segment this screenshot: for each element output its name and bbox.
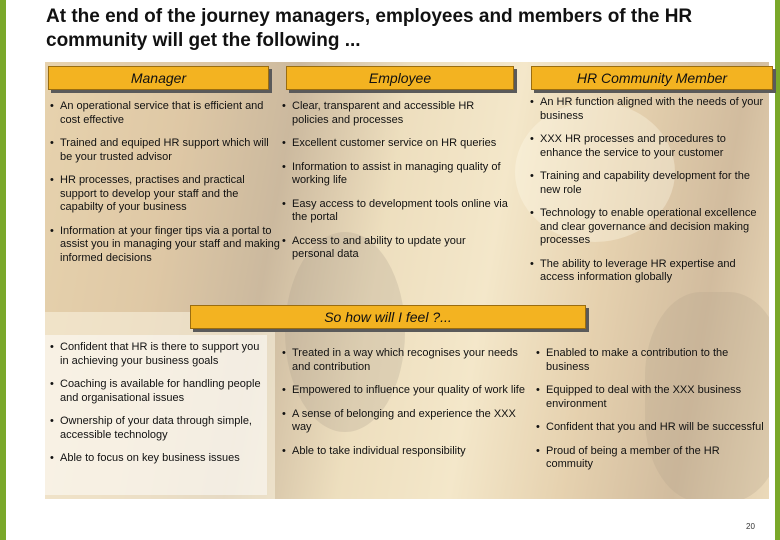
list-item: • Technology to enable operational excellence and clear governance and decision making processes <box>530 207 757 246</box>
header-employee: Employee <box>286 66 514 90</box>
list-item: • Treated in a way which recognises your needs and contribution <box>282 347 518 373</box>
top-manager-list <box>46 100 281 275</box>
list-item: • Proud of being a member of the HR commuity <box>536 444 720 470</box>
list-item: • HR processes, practises and practical support to develop your staff and the capabilty of your business <box>50 174 245 213</box>
list-item: • Trained and equiped HR support which will be your trusted advisor <box>50 137 269 163</box>
list-item: • Access to and ability to update your personal data <box>282 234 466 260</box>
page-title: At the end of the journey managers, employees and members of the HR community will get the following ... <box>46 6 693 51</box>
list-item: • Equipped to deal with the XXX business environment <box>536 384 742 410</box>
list-item: • Confident that you and HR will be successful <box>536 421 764 433</box>
list-item: • The ability to leverage HR expertise and access information globally <box>530 257 736 283</box>
list-item: • XXX HR processes and procedures to enhance the service to your customer <box>530 133 726 159</box>
list-item: • Ownership of your data through simple, accessible technology <box>50 415 252 441</box>
list-item: • Confident that HR is there to support you in achieving your business goals <box>50 341 260 367</box>
list-item: • An HR function aligned with the needs of your business <box>530 96 764 122</box>
list-item: • A sense of belonging and experience the XXX way <box>282 407 516 433</box>
list-item: • Easy access to development tools online via the portal <box>282 197 508 223</box>
top-employee-list <box>278 100 510 272</box>
list-item: • Able to focus on key business issues <box>50 452 240 464</box>
header-manager: Manager <box>48 66 269 90</box>
list-item: • Excellent customer service on HR queries <box>282 137 497 149</box>
list-item: • Clear, transparent and accessible HR policies and processes <box>282 100 475 126</box>
list-item: • Enabled to make a contribution to the business <box>536 347 729 373</box>
list-item: • Able to take individual responsibility <box>282 444 466 457</box>
page-number: 20 <box>746 522 755 531</box>
bottom-employee-list <box>278 347 528 468</box>
header-hr-member: HR Community Member <box>531 66 773 90</box>
bottom-manager-list <box>46 341 268 476</box>
bottom-hr-member-list <box>532 347 764 482</box>
right-accent-bar <box>775 0 780 540</box>
list-item: • An operational service that is efficient and cost effective <box>50 100 264 126</box>
list-item: • Empowered to influence your quality of work life <box>282 384 525 396</box>
header-feel: So how will I feel ?... <box>190 305 586 329</box>
list-item: • Coaching is available for handling people and organisational issues <box>50 378 261 404</box>
top-hr-member-list <box>526 96 771 295</box>
list-item: • Information at your finger tips via a portal to assist you in managing your staff and making informed decisions <box>50 224 280 264</box>
list-item: • Training and capability development for the new role <box>530 170 750 196</box>
left-accent-bar <box>0 0 6 540</box>
list-item: • Information to assist in managing quality of working life <box>282 160 501 186</box>
